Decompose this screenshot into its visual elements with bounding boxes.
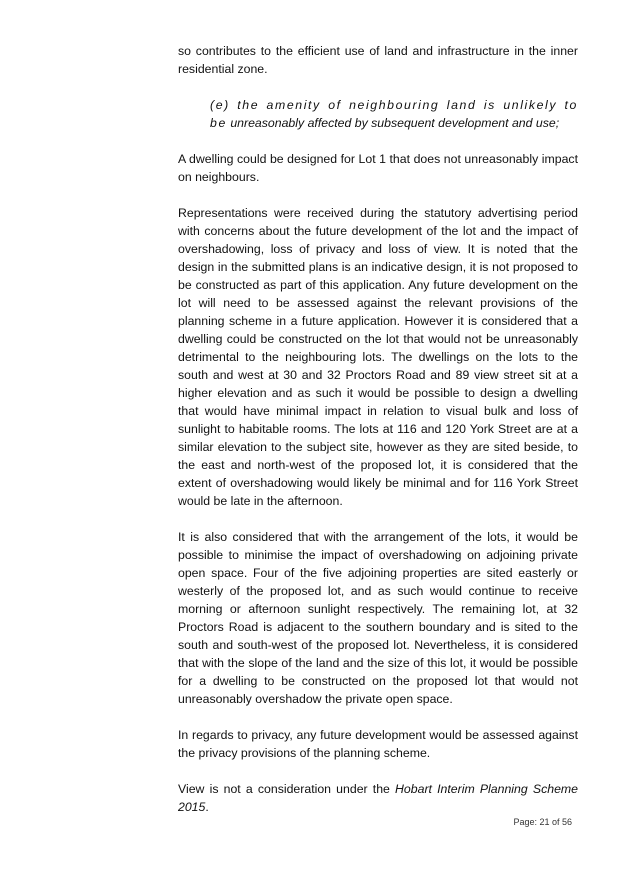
- paragraph-privacy: In regards to privacy, any future development would be assessed against the privacy provisions of the planning scheme.: [178, 728, 578, 760]
- paragraph-representations: Representations were received during the statutory advertising period with concerns about the future development of the lot and the impact of overshadowing, loss of privacy and loss of view. It is noted that the design in the submitted plans is an indicative design, it is not proposed to be constructed as part of this application. Any future development on the lot will need to be assessed against the relevant provisions of the planning scheme in a future application. However it is considered that a dwelling could be constructed on the lot that would not be unreasonably detrimental to the neighbouring lots. The dwellings on the lots to the south and west at 30 and 32 Proctors Road and 89 view street sit at a higher elevation and as such it would be possible to design a dwelling that would have minimal impact in relation to visual bulk and loss of sunlight to habitable rooms. The lots at 116 and 120 York Street are at a similar elevation to the subject site, however as they are sited beside, to the east and north-west of the proposed lot, it is considered that the extent of overshadowing would likely be minimal and for 116 York Street would be late in the afternoon.: [178, 206, 578, 508]
- paragraph-dwelling: A dwelling could be designed for Lot 1 that does not unreasonably impact on neighbours.: [178, 152, 578, 184]
- quote-criterion-e-line2: unreasonably affected by subsequent development and use;: [230, 116, 560, 130]
- quote-criterion-e-line1: (e) the amenity of neighbouring land is unlikely to be: [210, 98, 578, 130]
- paragraph-view: [178, 780, 578, 816]
- paragraph-intro: so contributes to the efficient use of land and infrastructure in the inner residential zone.: [178, 44, 578, 76]
- planning-scheme-title: Hobart Interim Planning Scheme 2015: [178, 782, 578, 814]
- document-body: [178, 42, 578, 816]
- paragraph-overshadowing: It is also considered that with the arrangement of the lots, it would be possible to minimise the impact of overshadowing on adjoining private open space. Four of the five adjoining properties are sited easterly or westerly of the proposed lot, and as such would continue to receive morning or afternoon sunlight respectively. The remaining lot, at 32 Proctors Road is adjacent to the southern boundary and is sited to the south and south-west of the proposed lot. Nevertheless, it is considered that with the slope of the land and the size of this lot, it would be possible for a dwelling to be constructed on the proposed lot that would not unreasonably overshadow the private open space.: [178, 530, 578, 706]
- view-suffix: .: [205, 800, 209, 814]
- view-prefix: View is not a consideration under the: [178, 782, 396, 796]
- quote-criterion-e: [210, 96, 578, 132]
- page-number: Page: 21 of 56: [513, 817, 572, 827]
